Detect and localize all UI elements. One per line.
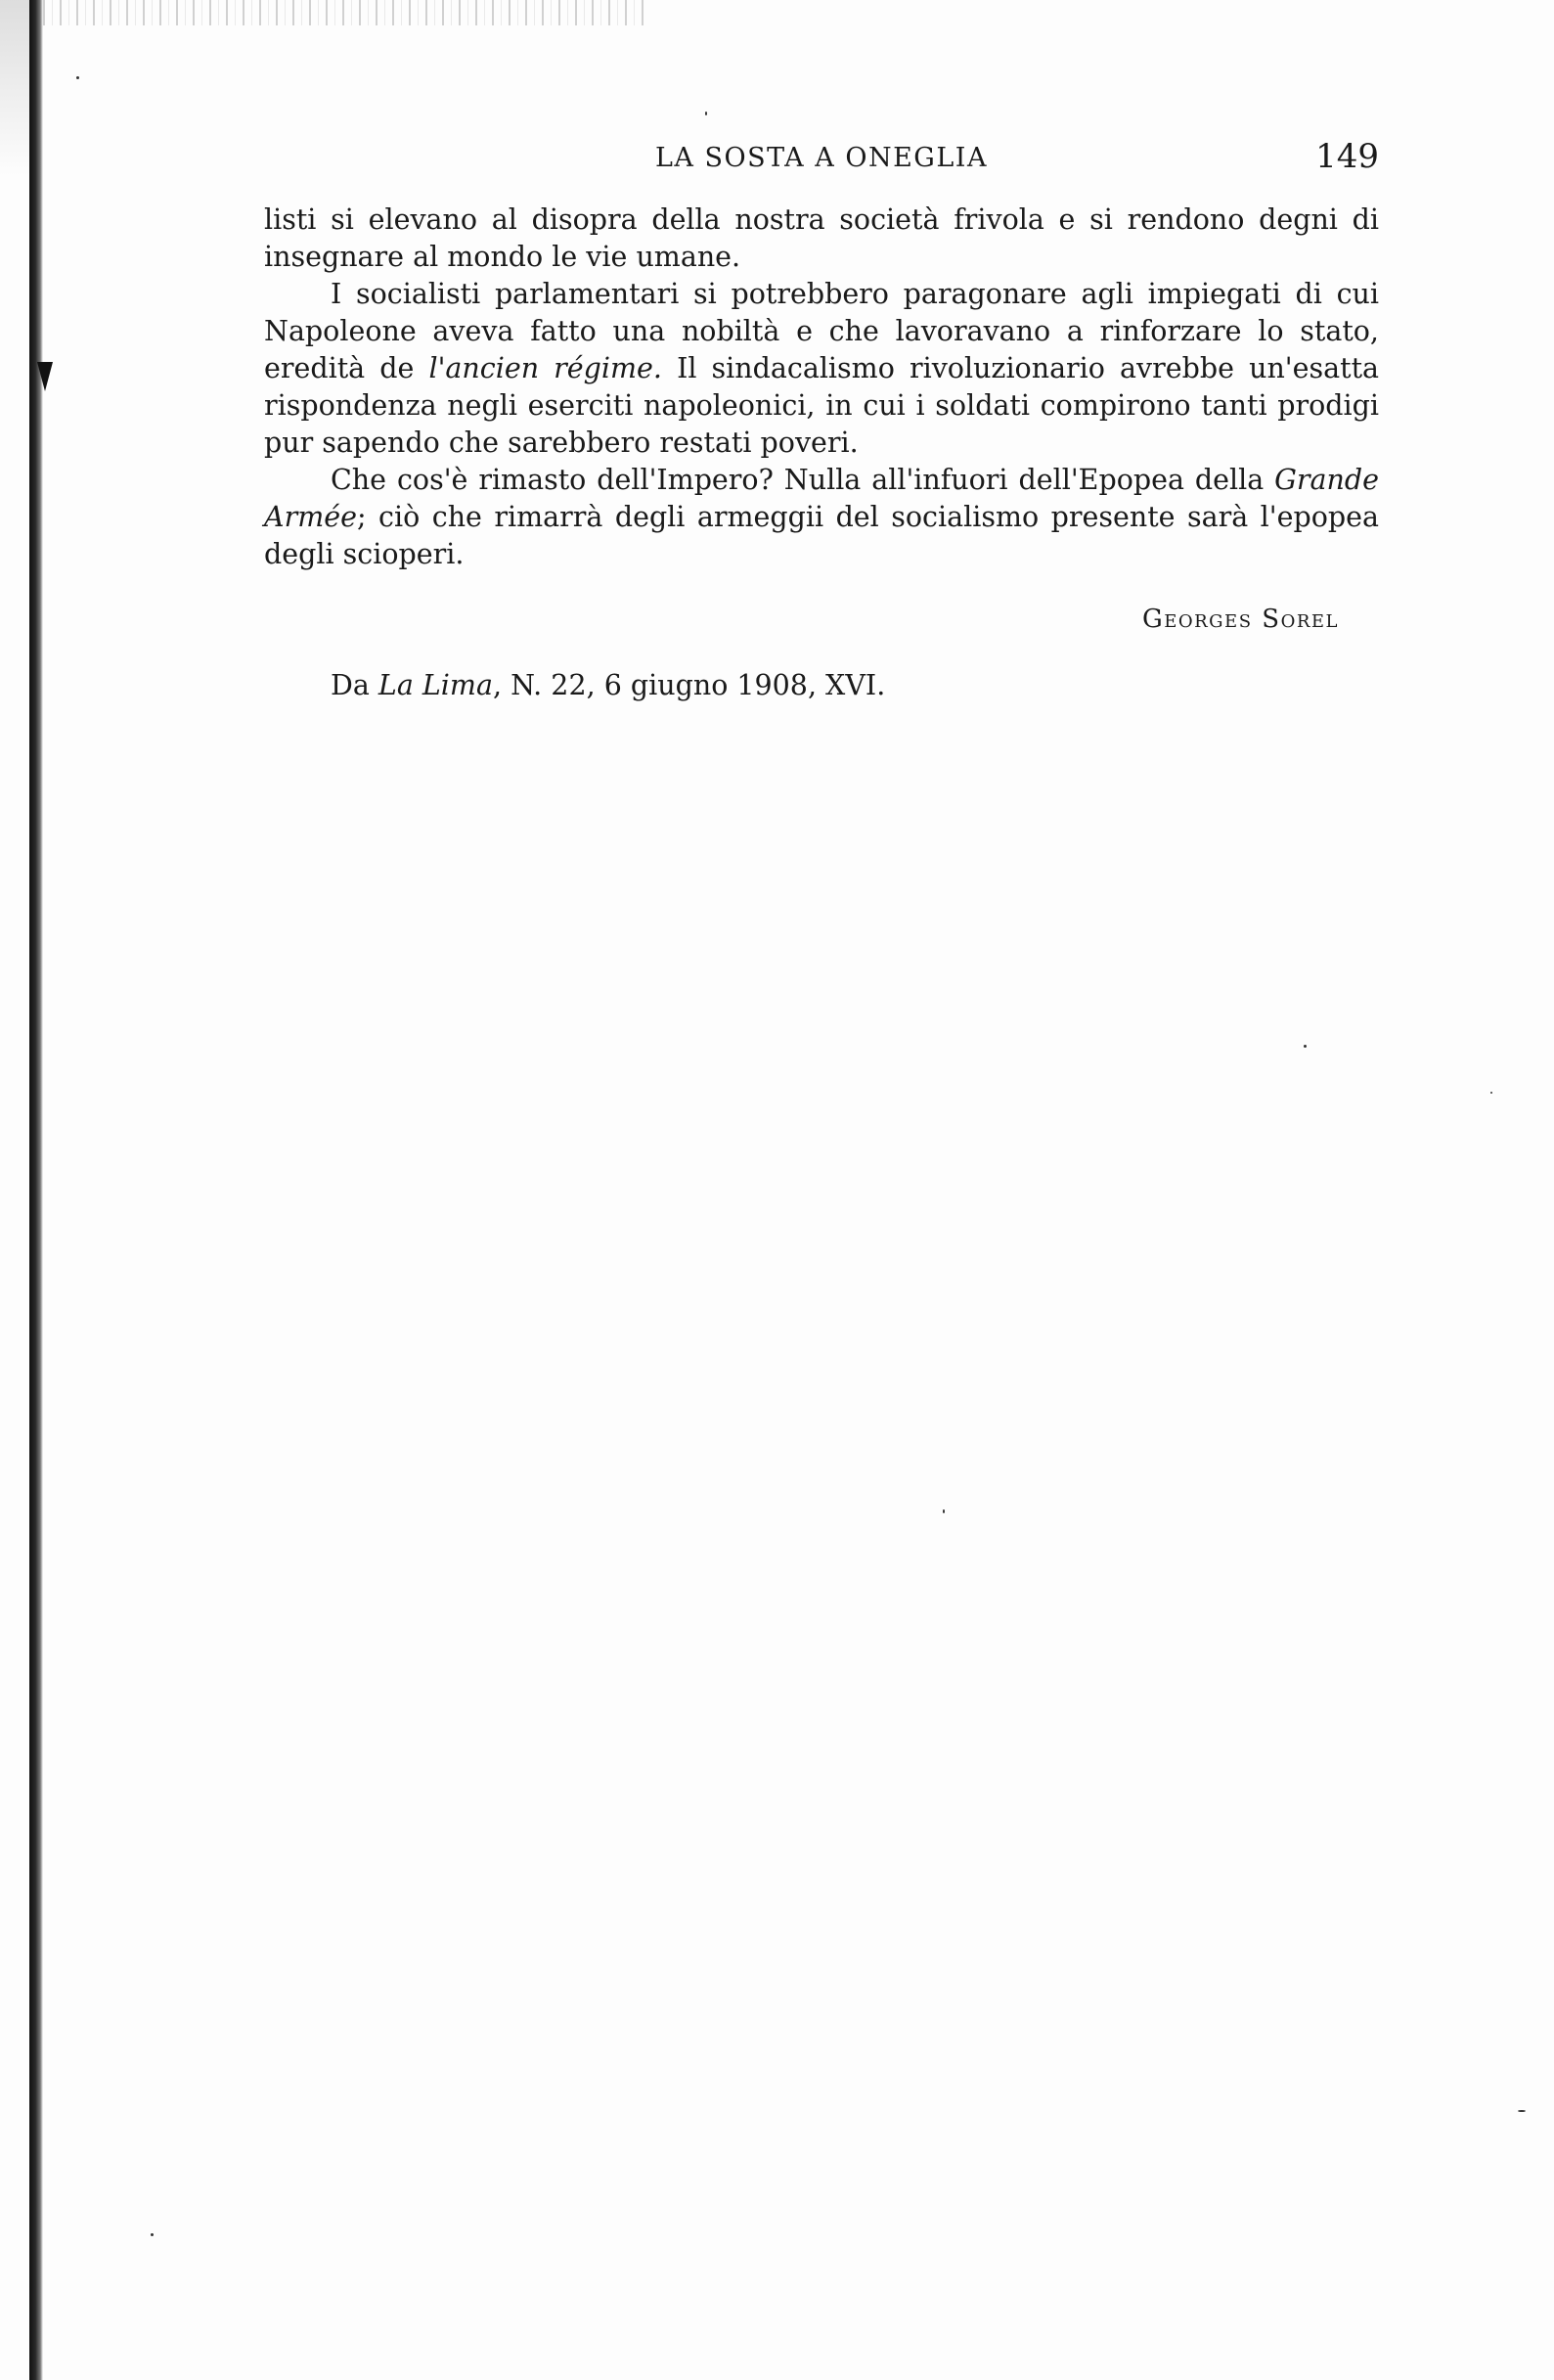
source-title: La Lima <box>377 669 493 701</box>
source-citation <box>331 669 885 701</box>
binding-notch <box>37 362 53 391</box>
body-text <box>264 202 1379 573</box>
binding-edge <box>29 0 43 2380</box>
paragraph-2 <box>264 276 1379 462</box>
scan-speck <box>151 2233 154 2236</box>
paragraph-3-text-b: ; ciò che rimarrà degli armeggii del socialismo presente sarà l'epopea degli scioperi. <box>264 501 1379 570</box>
page-number: 149 <box>1315 137 1379 176</box>
paragraph-2-text-b: Il sindacalismo rivoluzionario avrebbe un'esatta rispondenza negli eserciti napoleonici, in cui i soldati compirono tanti prodigi pur sapendo che sarebbero restati poveri. <box>264 352 1380 459</box>
paragraph-3 <box>264 462 1379 573</box>
paragraph-3-text-a: Che cos'è rimasto dell'Impero? Nulla all'infuori dell'Epopea della <box>331 464 1275 496</box>
paragraph-2-italic: l'ancien régime. <box>428 352 662 384</box>
source-prefix: Da <box>331 669 378 701</box>
scan-speck <box>1518 2110 1526 2112</box>
scan-speck <box>76 76 79 79</box>
author-signature: Georges Sorel <box>1141 605 1339 634</box>
source-suffix: , N. 22, 6 giugno 1908, XVI. <box>492 669 886 701</box>
scan-speck <box>705 112 707 115</box>
paragraph-2-text-a: I socialisti parlamentari si potrebbero paragonare agli impiegati di cui Napoleone aveva fatto una nobiltà e che lavoravano a rinforzare lo stato, eredità de <box>264 278 1379 384</box>
scan-speck <box>1490 1092 1492 1094</box>
running-title: LA SOSTA A ONEGLIA <box>655 143 988 173</box>
page-header <box>264 137 1379 180</box>
scan-speck <box>943 1509 945 1513</box>
scan-noise <box>43 0 649 25</box>
paragraph-1-text: listi si elevano al disopra della nostra società frivola e si rendono degni di insegnare al mondo le vie umane. <box>264 203 1379 273</box>
scan-shadow <box>0 0 29 176</box>
scan-speck <box>1304 1045 1307 1048</box>
paragraph-3-italic: Grande Armée <box>264 464 1379 533</box>
paragraph-1 <box>264 202 1379 276</box>
